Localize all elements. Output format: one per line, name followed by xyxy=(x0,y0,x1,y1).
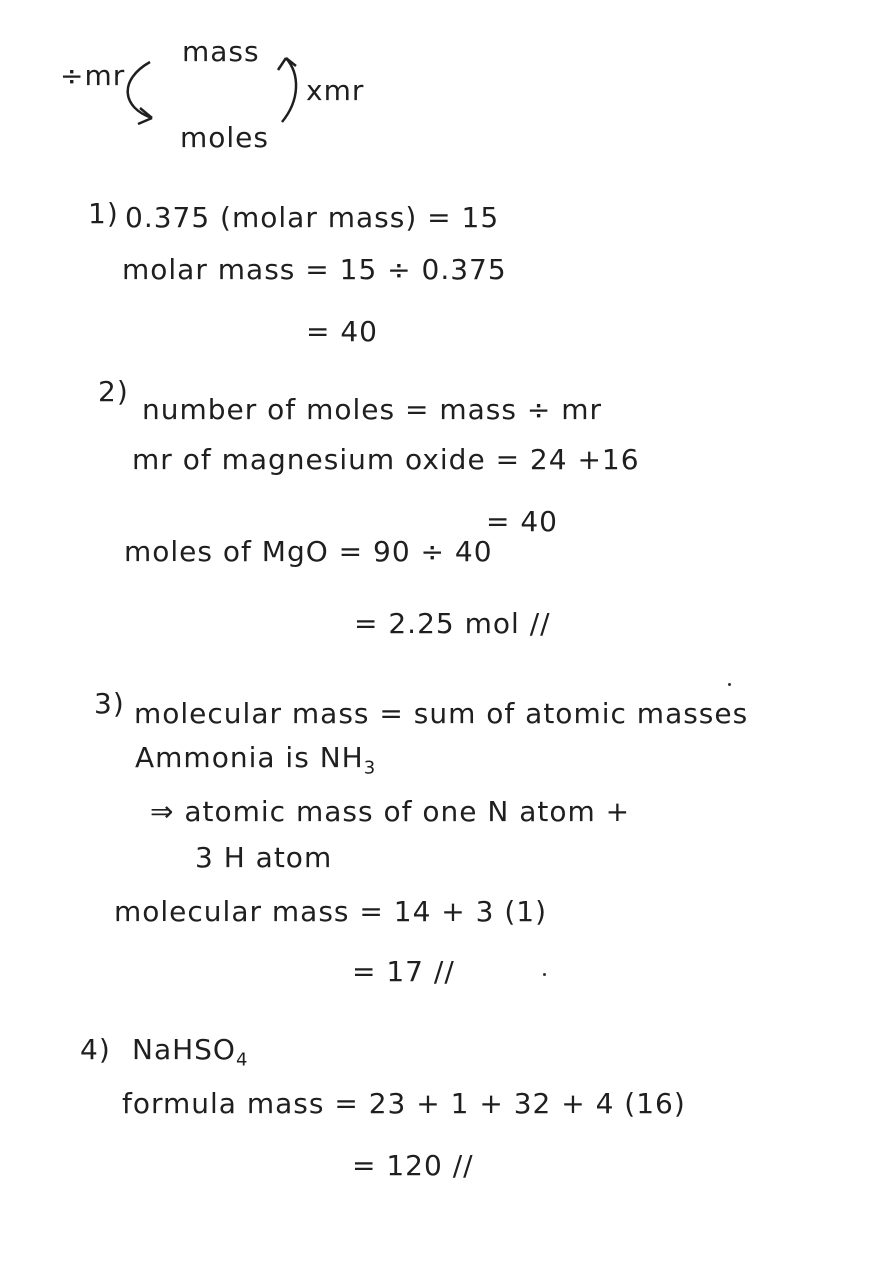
q4-formula: NaHSO$_4$ xyxy=(132,1033,249,1071)
q2-number: 2) xyxy=(98,375,129,408)
q3-line2: Ammonia is $NH_3$ xyxy=(135,741,377,779)
q1-line2: molar mass = 15 ÷ 0.375 xyxy=(122,253,507,286)
scan-speck xyxy=(543,973,546,976)
q2-line4: moles of MgO = 90 ÷ 40 xyxy=(124,535,493,568)
q3-line6: = 17 // xyxy=(352,955,455,988)
diagram-arrows xyxy=(0,0,874,200)
q4-line2: formula mass = 23 + 1 + 32 + 4 (16) xyxy=(122,1087,686,1120)
diagram-moles-label: moles xyxy=(180,121,269,154)
diagram-times-mr-label: xmr xyxy=(306,74,365,107)
q1-line1: 0.375 (molar mass) = 15 xyxy=(125,201,500,234)
right-arrow-icon xyxy=(282,58,296,122)
scan-speck xyxy=(728,683,731,686)
q4-number: 4) xyxy=(80,1033,111,1066)
q2-line1: number of moles = mass ÷ mr xyxy=(142,393,602,426)
q3-line4: 3 H atom xyxy=(195,841,333,874)
q3-line3: ⇒ atomic mass of one N atom + xyxy=(150,795,631,828)
q3-line5: molecular mass = 14 + 3 (1) xyxy=(114,895,548,928)
q3-number: 3) xyxy=(94,687,125,720)
diagram-divide-mr-label: ÷mr xyxy=(60,59,126,92)
left-arrow-icon xyxy=(128,62,152,118)
q4-line3: = 120 // xyxy=(352,1149,474,1182)
q2-line3: = 40 xyxy=(486,505,558,538)
q2-line2: mr of magnesium oxide = 24 +16 xyxy=(132,443,640,476)
diagram-mass-label: mass xyxy=(182,35,260,68)
q1-line3: = 40 xyxy=(306,315,378,348)
q1-number: 1) xyxy=(88,197,119,230)
q2-line5: = 2.25 mol // xyxy=(354,607,551,640)
q3-line1: molecular mass = sum of atomic masses xyxy=(134,697,749,730)
